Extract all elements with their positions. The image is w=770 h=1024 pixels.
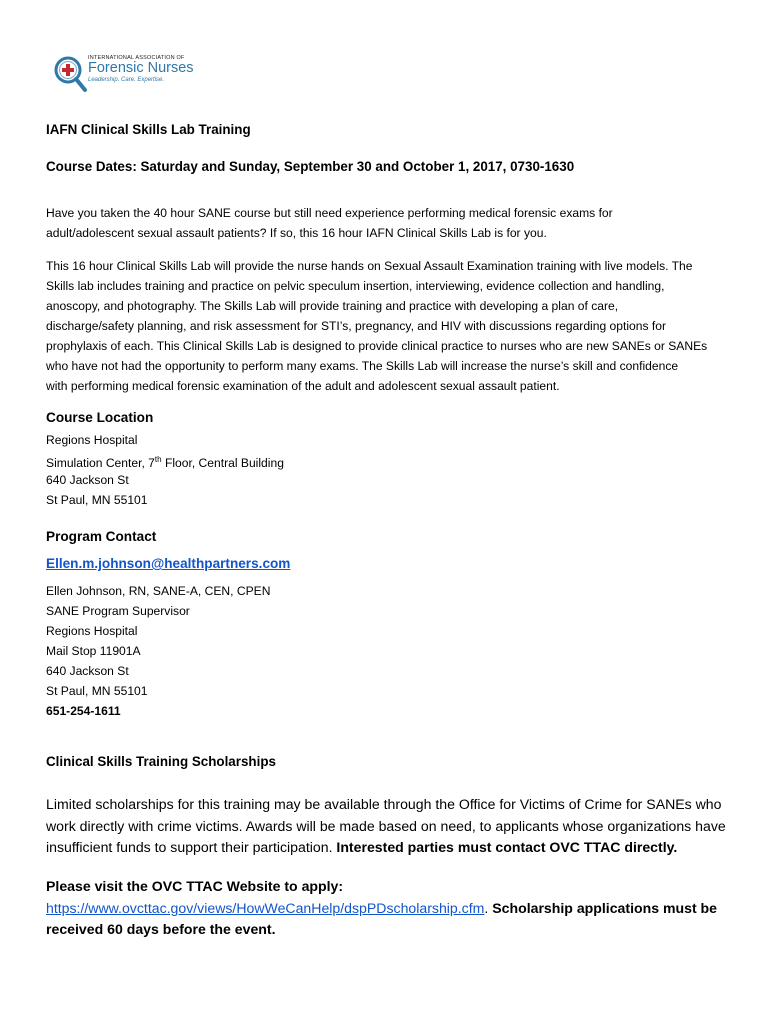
scholarships-line: insufficient funds to support their participation. Interested parties must contact OVC TTAC directly.: [46, 839, 678, 855]
scholarships-title: Clinical Skills Training Scholarships: [46, 754, 276, 769]
contact-phone: 651-254-1611: [46, 704, 121, 718]
deadline-notice-line: received 60 days before the event.: [46, 921, 276, 937]
intro-line: Have you taken the 40 hour SANE course but still need experience performing medical forensic exams for: [46, 206, 613, 220]
location-line: 640 Jackson St: [46, 473, 129, 487]
description-line: with performing medical forensic examination of the adult and adolescent sexual assault patient.: [46, 379, 560, 393]
scholarships-line: work directly with crime victims. Awards will be made based on need, to applicants whose organizations have: [46, 817, 726, 834]
logo-org-line: INTERNATIONAL ASSOCIATION OF: [88, 55, 185, 61]
contact-title: Program Contact: [46, 529, 157, 544]
contact-ovc-notice: Interested parties must contact OVC TTAC directly.: [336, 839, 678, 855]
contact-line: Ellen Johnson, RN, SANE-A, CEN, CPEN: [46, 584, 271, 598]
magnifier-cross-icon: [52, 50, 92, 100]
page-title: IAFN Clinical Skills Lab Training: [46, 122, 251, 137]
intro-paragraph: [46, 203, 613, 243]
contact-line: Regions Hospital: [46, 624, 138, 638]
apply-paragraph: [46, 876, 717, 941]
course-dates: Course Dates: Saturday and Sunday, September 30 and October 1, 2017, 0730-1630: [46, 159, 575, 174]
description-line: anoscopy, and photography. The Skills Lab will provide training and practice with developing a plan of care,: [46, 299, 619, 313]
location-line: Simulation Center, 7th Floor, Central Building: [46, 455, 284, 470]
contact-email-link[interactable]: Ellen.m.johnson@healthpartners.com: [46, 556, 291, 571]
description-line: Skills lab includes training and practice on pelvic speculum insertion, interviewing, evidence collection and handling,: [46, 279, 665, 293]
apply-url-line: https://www.ovcttac.gov/views/HowWeCanHelp/dspPDscholarship.cfm. Scholarship applications must be: [46, 899, 717, 916]
location-address: [46, 430, 284, 510]
location-line: St Paul, MN 55101: [46, 493, 148, 507]
location-line: Regions Hospital: [46, 433, 138, 447]
description-line: This 16 hour Clinical Skills Lab will provide the nurse hands on Sexual Assault Examination training with live models. The: [46, 259, 693, 273]
logo-name: Forensic Nurses: [88, 60, 194, 76]
ovc-ttac-link[interactable]: https://www.ovcttac.gov/views/HowWeCanHelp/dspPDscholarship.cfm: [46, 899, 485, 916]
description-line: who have not had the opportunity to perform many exams. The Skills Lab will increase the nurse’s skill and confidence: [46, 359, 679, 373]
description-paragraph: [46, 256, 707, 396]
location-title: Course Location: [46, 410, 154, 425]
contact-line: SANE Program Supervisor: [46, 604, 190, 618]
deadline-notice: Scholarship applications must be: [492, 899, 717, 916]
contact-line: 640 Jackson St: [46, 664, 129, 678]
description-line: prophylaxis of each. This Clinical Skills Lab is designed to provide clinical practice to nurses who are new SANEs or SANEs: [46, 339, 708, 353]
contact-details: [46, 581, 270, 721]
description-line: discharge/safety planning, and risk assessment for STI’s, pregnancy, and HIV with discussions regarding options for: [46, 319, 667, 333]
visit-website-text: Please visit the OVC TTAC Website to apply:: [46, 878, 344, 894]
intro-line: adult/adolescent sexual assault patients? If so, this 16 hour IAFN Clinical Skills Lab is for you.: [46, 226, 547, 240]
scholarships-paragraph: [46, 794, 726, 859]
contact-line: Mail Stop 11901A: [46, 644, 141, 658]
contact-line: St Paul, MN 55101: [46, 684, 148, 698]
scholarships-line: Limited scholarships for this training may be available through the Office for Victims of Crime for SANEs who: [46, 796, 722, 812]
logo-tagline: Leadership. Care. Expertise.: [88, 77, 165, 83]
iafn-logo: [52, 50, 212, 100]
